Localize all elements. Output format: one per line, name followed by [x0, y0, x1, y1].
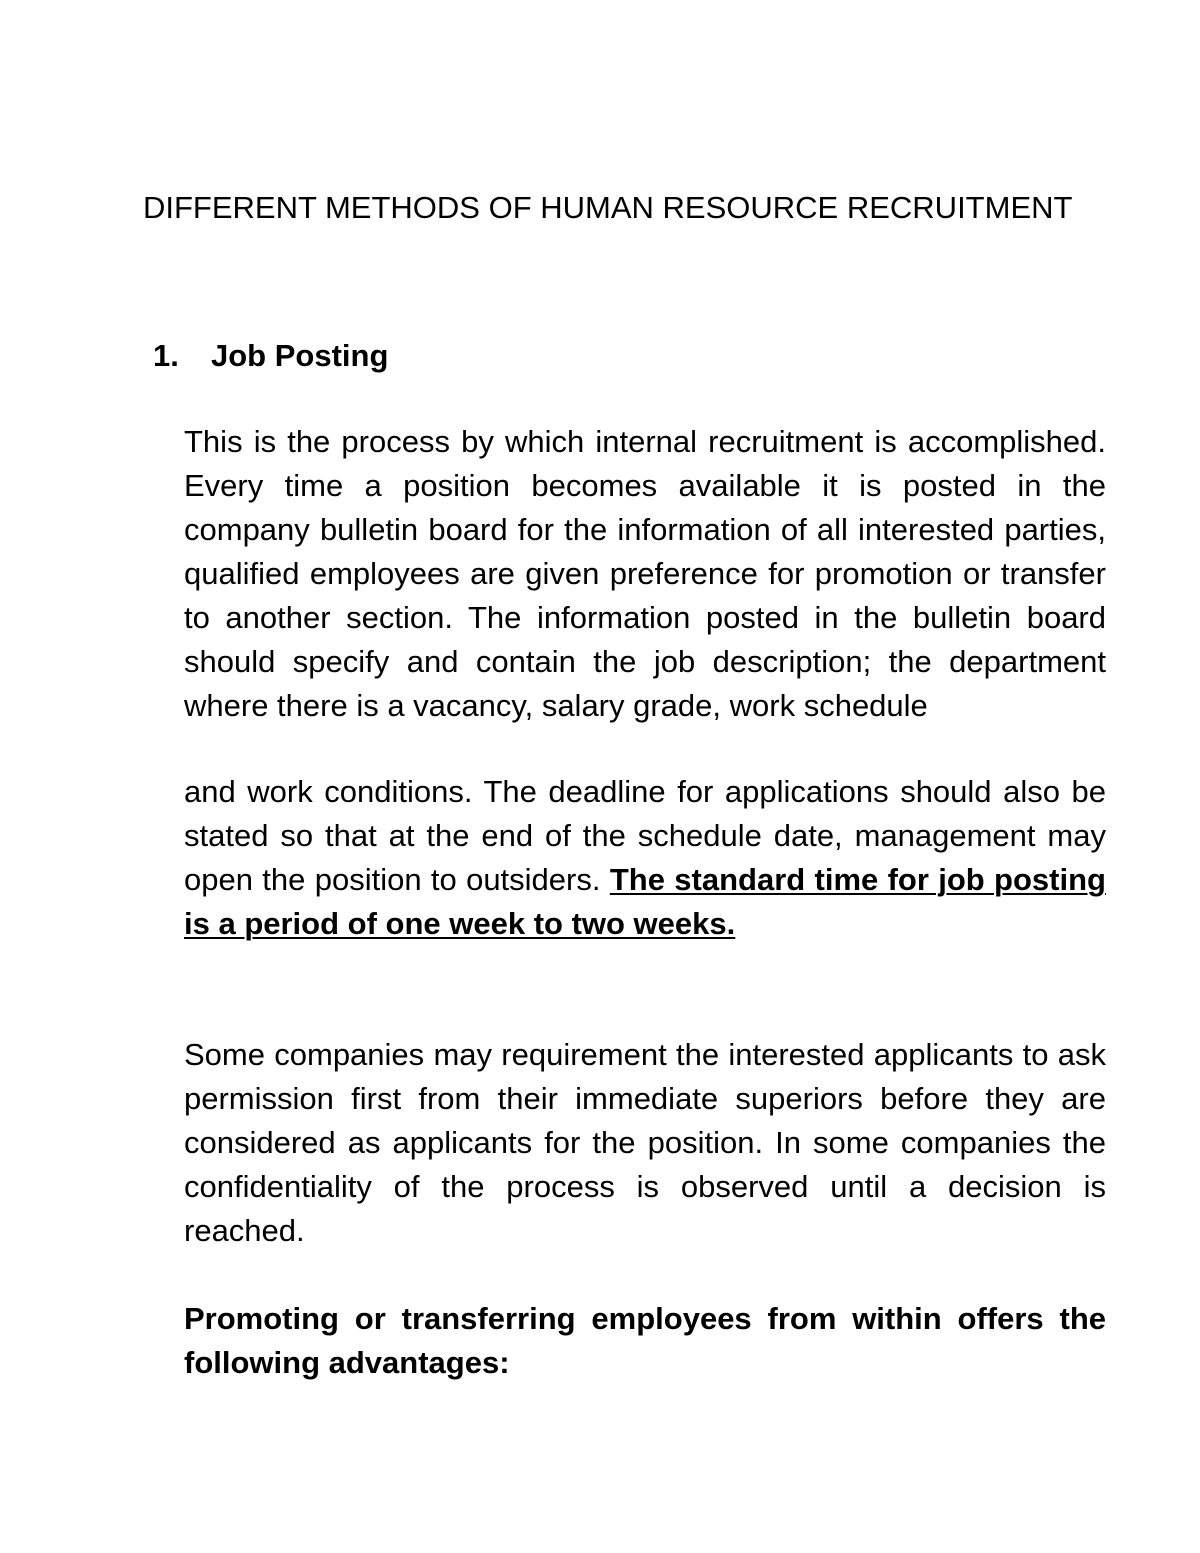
paragraph-job-posting-definition [184, 420, 1106, 728]
section-number: 1. [153, 338, 179, 373]
section-heading [153, 334, 388, 378]
document-title: DIFFERENT METHODS OF HUMAN RESOURCE RECRUITMENT [143, 190, 1073, 225]
paragraph-deadline [184, 770, 1106, 946]
paragraph-permission [184, 1033, 1106, 1253]
section-heading-text: Job Posting [211, 338, 389, 373]
paragraph-advantages-intro-text: Promoting or transferring employees from within offers the following advantages: [184, 1301, 1106, 1380]
paragraph-permission-text: Some companies may requirement the interested applicants to ask permission first from their immediate superiors before they are considered as applicants for the position. In some companies the confidentiality of the process is observed until a decision is reached. [184, 1037, 1106, 1248]
paragraph-job-posting-definition-text: This is the process by which internal recruitment is accomplished. Every time a position becomes available it is posted in the company bulletin board for the information of all interested parties, qualified employees are given preference for promotion or transfer to another section. The information posted in the bulletin board should specify and contain the job description; the department where there is a vacancy, salary grade, work schedule [184, 424, 1106, 723]
paragraph-advantages-intro [184, 1297, 1106, 1385]
paragraph-deadline-text: and work conditions. The deadline for applications should also be stated so that at the end of the schedule date, management may open the position to outsiders. [184, 774, 1106, 897]
standard-time-emphasis: The standard time for job posting is a period of one week to two weeks. [184, 862, 1106, 941]
